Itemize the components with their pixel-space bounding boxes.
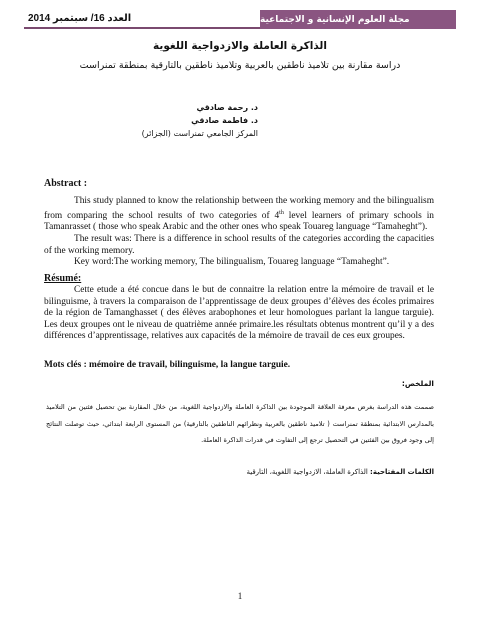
abstract-p1-text-b: level learners of primary schools in Tamanrasset ( those who speak Arabic and the other ones who speak Touareg language “Tamaheght”). — [44, 210, 434, 233]
resume-keywords — [44, 360, 434, 372]
journal-header — [24, 10, 456, 29]
abstract-keywords: Key word:The working memory, The bilingualism, Touareg language “Tamaheght”. — [74, 257, 390, 268]
journal-name: مجلة العلوم الإنسانية و الاجتماعية — [260, 10, 456, 29]
resume-french — [44, 285, 434, 343]
author-block — [38, 101, 258, 140]
mots-cles-text: Mots clés : mémoire de travail, bilinguisme, la langue targuie. — [44, 360, 291, 370]
paper-subtitle: دراسة مقارنة بين تلاميذ ناطقين بالعربية وتلاميذ ناطقين بالتارقية بمنطقة تمنراست — [79, 60, 401, 71]
arabic-keywords-label: الكلمات المفتاحية: — [370, 468, 434, 476]
arabic-keywords — [46, 468, 434, 476]
issue-label: العدد 16/ سبتمبر 2014 — [24, 10, 260, 29]
arabic-keywords-text: الذاكرة العاملة، الازدواجية اللغوية، التارقية — [246, 468, 371, 476]
arabic-abstract-heading: الملخص: — [401, 379, 434, 388]
resume-body: Cette etude a été concue dans le but de connaitre la relation entre la mémoire de travail et le bilinguisme, à travers la comparaison de l’apprentissage de deux groupes d’élèves des écoles primaires de la région de Tamanghasset ( des élèves arabophones et leur homologues parlant la langue targuie). Les deux groupes ont le niveau de quatrième année primaire.les résultats obtenus montrent qu’il y a des différences d’apprentissage, relatives aux capacités de la mémoire de travail de ces eux groupes. — [44, 285, 434, 342]
author-1: د. رحمة صادقي — [196, 103, 258, 112]
paper-title: الذاكرة العاملة والازدواجية اللغوية — [153, 40, 327, 52]
abstract-p1-text-a: This study planned to know the relationship between the working memory and the bilingualism from comparing the school results of two categories of 4 — [44, 196, 434, 221]
resume-heading: Résumé: — [44, 273, 82, 284]
author-affiliation: المركز الجامعي تمنراست (الجزائر) — [141, 129, 258, 138]
page-number: 1 — [237, 591, 243, 601]
abstract-english — [44, 196, 434, 269]
abstract-paragraph-1 — [44, 196, 434, 234]
abstract-paragraph-2: The result was: There is a difference in school results of the categories according the capacities of the working memory. — [44, 233, 434, 256]
abstract-p1-superscript: th — [279, 209, 284, 216]
abstract-heading: Abstract : — [44, 178, 88, 189]
arabic-abstract-body: صممت هذه الدراسة بغرض معرفة العلاقة الموجودة بين الذاكرة العاملة والازدواجية اللغوية، من خلال المقارنة بين تحصيل فئتين من التلاميذ بالمدارس الابتدائية بمنطقة تمنراست ( تلاميذ ناطقين بالعربية ونظرائهم الناطقين بالتارقية) من المستوى الرابعة ابتدائي، حيث توصلت النتائج إلى وجود فروق بين الفئتين في التحصيل ترجع إلى التفاوت في قدرات الذاكرة العاملة. — [46, 403, 434, 444]
author-2: د. فاطمة صادقي — [191, 116, 258, 125]
